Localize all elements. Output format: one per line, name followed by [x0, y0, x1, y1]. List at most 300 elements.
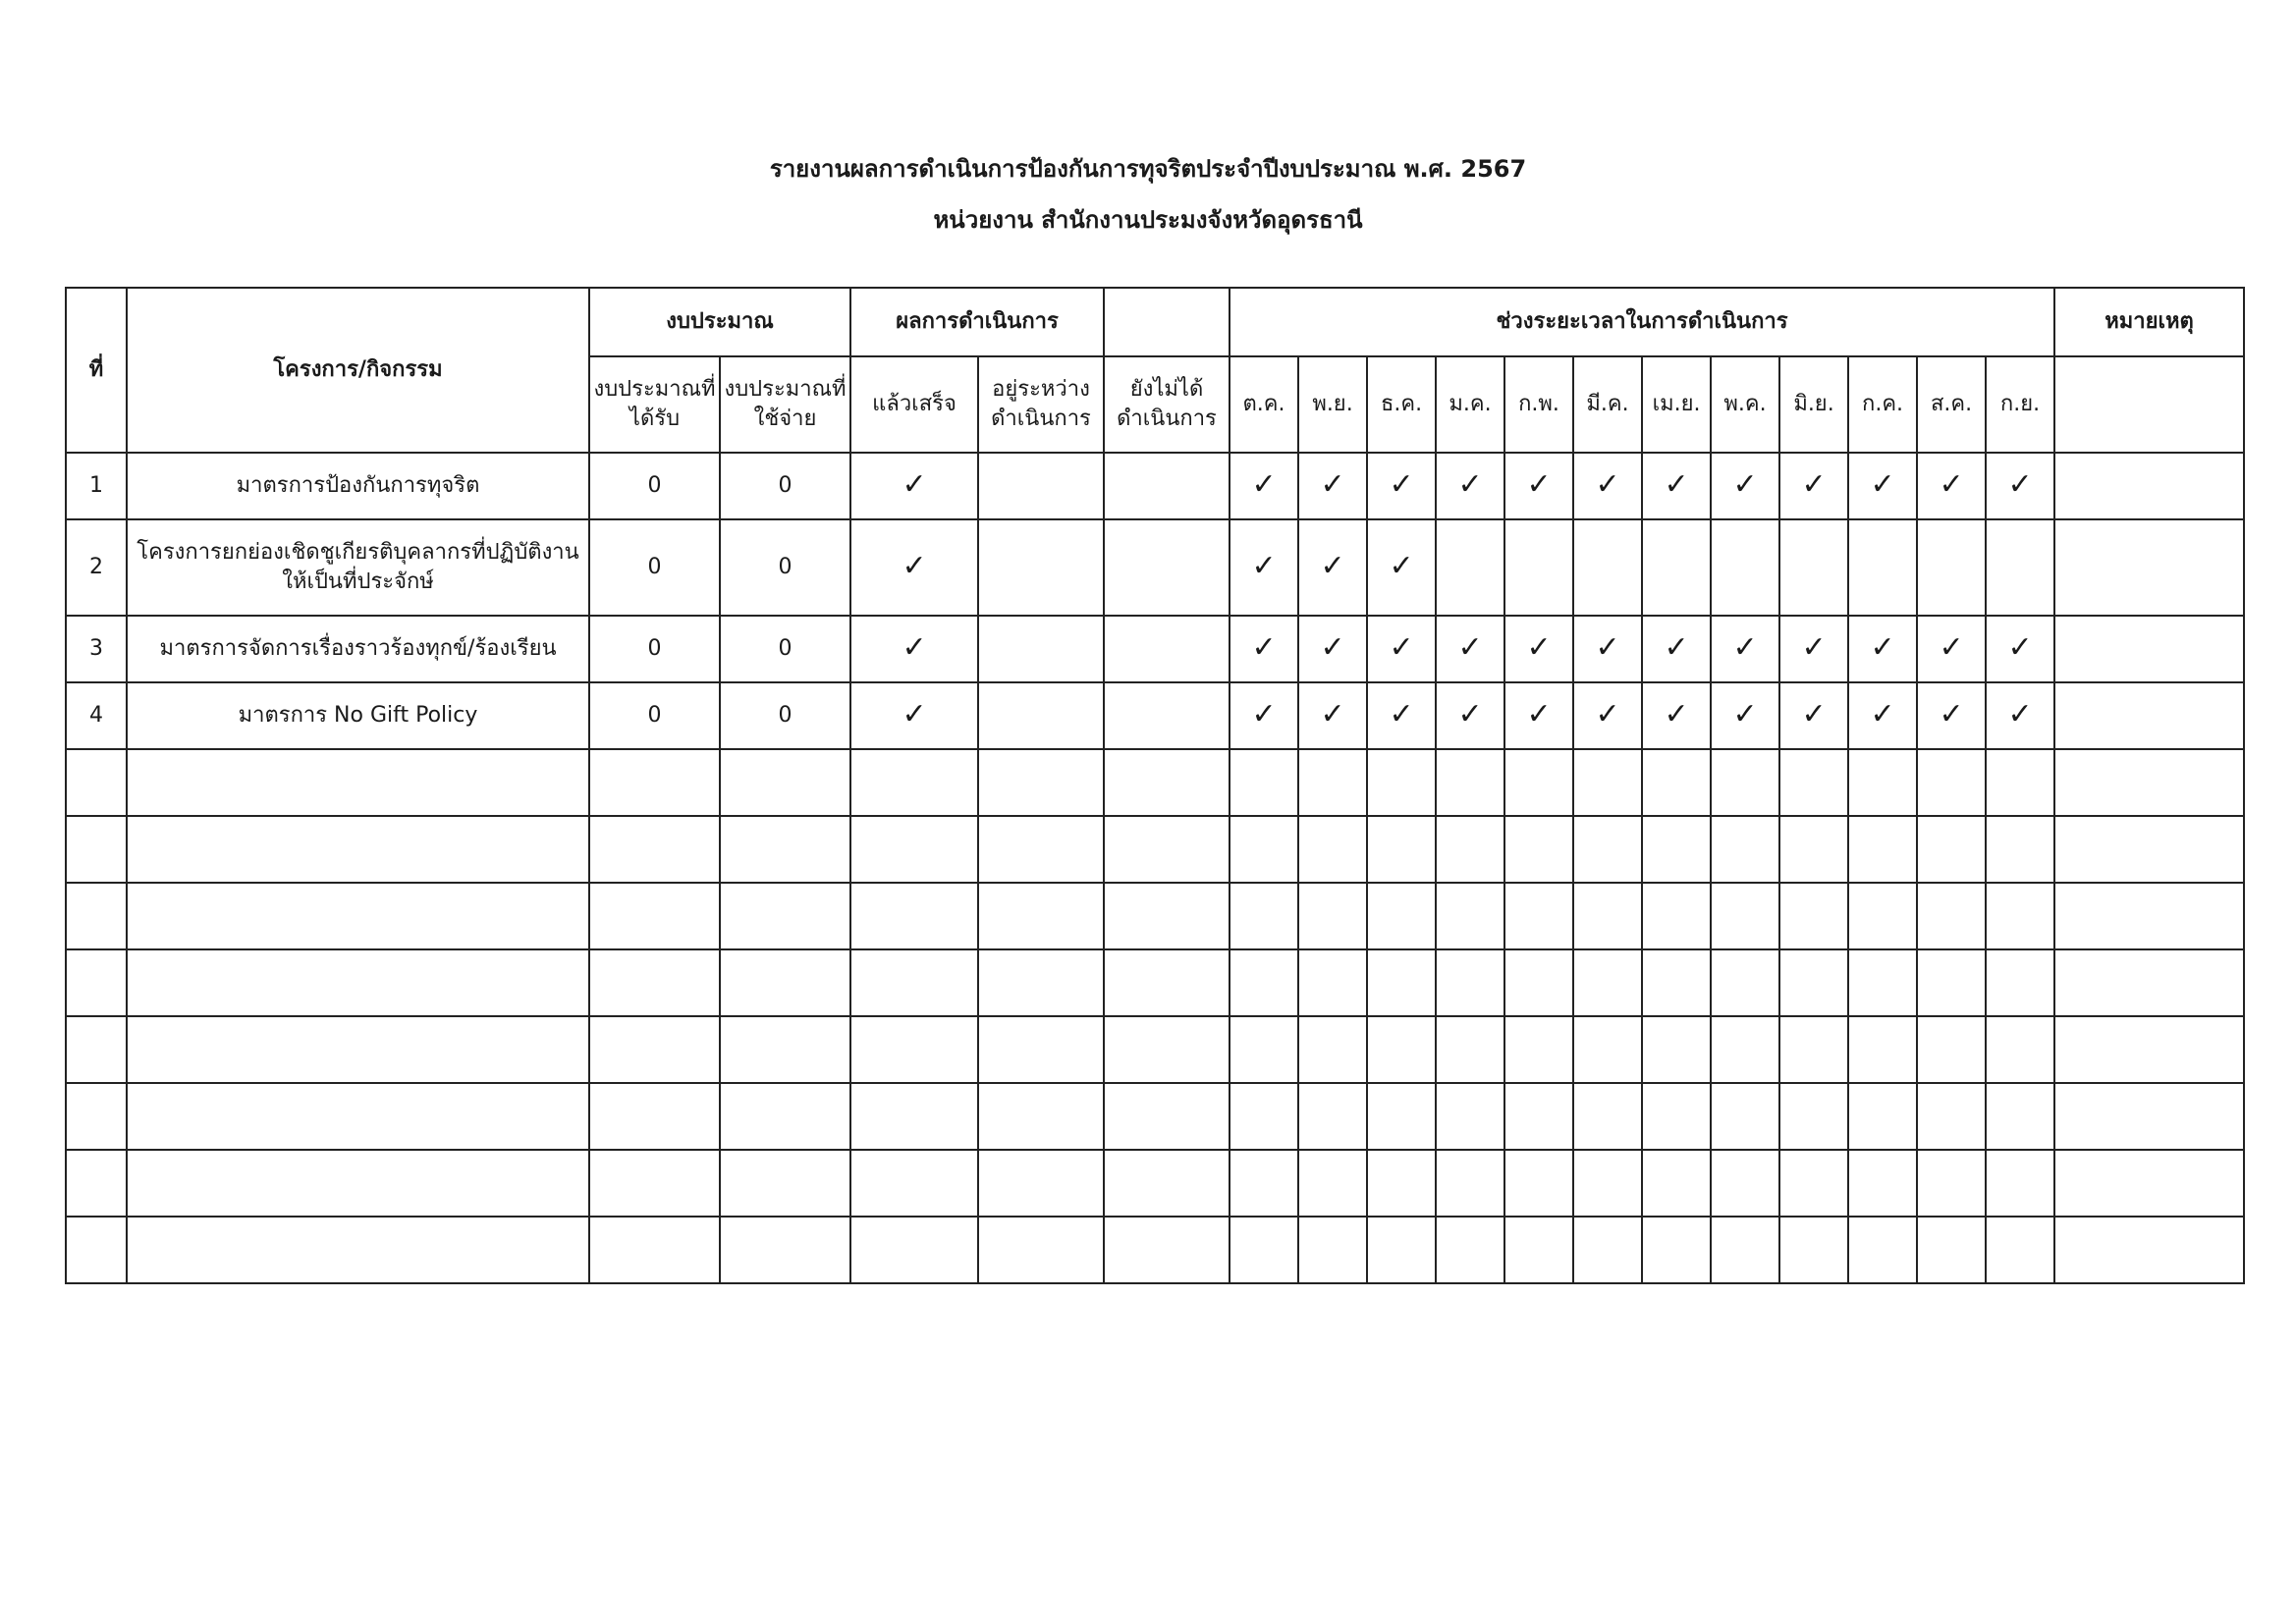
remark-cell: [2054, 616, 2244, 682]
status-not-started: [1104, 682, 1230, 749]
empty-cell: [978, 749, 1104, 816]
month-cell: [1848, 682, 1917, 749]
table-row: [66, 519, 2244, 616]
month-cell: [1986, 453, 2054, 519]
empty-cell: [850, 883, 978, 949]
header-month: มี.ค.: [1573, 356, 1642, 453]
month-cell: [1779, 519, 1848, 616]
empty-cell: [1986, 816, 2054, 883]
empty-cell: [1298, 883, 1367, 949]
status-in-progress: [978, 453, 1104, 519]
empty-cell: [978, 1083, 1104, 1150]
empty-cell: [1504, 1083, 1573, 1150]
empty-cell: [1367, 816, 1436, 883]
check-icon: ✓: [1251, 629, 1277, 665]
check-icon: ✓: [1320, 629, 1345, 665]
month-cell: [1367, 616, 1436, 682]
check-icon: ✓: [2007, 466, 2033, 502]
empty-cell: [1104, 1016, 1230, 1083]
empty-cell: [1711, 816, 1779, 883]
empty-cell: [1986, 949, 2054, 1016]
empty-cell: [1711, 1016, 1779, 1083]
empty-cell: [1436, 1016, 1504, 1083]
empty-cell: [978, 949, 1104, 1016]
header-result: ผลการดำเนินการ: [850, 288, 1104, 356]
empty-cell: [1298, 1016, 1367, 1083]
header-month: ต.ค.: [1230, 356, 1298, 453]
empty-cell: [1642, 883, 1711, 949]
empty-cell: [127, 1217, 589, 1283]
table-row: [66, 682, 2244, 749]
check-icon: ✓: [1457, 629, 1483, 665]
check-icon: ✓: [1389, 466, 1414, 502]
empty-cell: [1104, 883, 1230, 949]
empty-cell: [1779, 1150, 1848, 1217]
empty-cell: [1917, 1150, 1986, 1217]
empty-cell: [1230, 749, 1298, 816]
empty-cell: [1986, 1016, 2054, 1083]
check-icon: ✓: [1320, 548, 1345, 583]
empty-cell: [589, 949, 720, 1016]
month-cell: [1230, 453, 1298, 519]
empty-cell: [1848, 883, 1917, 949]
empty-cell: [1917, 1083, 1986, 1150]
empty-cell: [66, 749, 127, 816]
month-cell: [1642, 519, 1711, 616]
empty-cell: [1436, 1217, 1504, 1283]
empty-cell: [2054, 816, 2244, 883]
empty-cell: [1711, 1217, 1779, 1283]
empty-cell: [1779, 816, 1848, 883]
empty-cell: [1230, 949, 1298, 1016]
empty-cell: [1367, 1016, 1436, 1083]
status-done: [850, 682, 978, 749]
empty-cell: [589, 816, 720, 883]
check-icon: ✓: [1251, 466, 1277, 502]
empty-cell: [1298, 1150, 1367, 1217]
empty-cell: [850, 1083, 978, 1150]
row-number: 4: [66, 682, 127, 749]
empty-cell: [1298, 749, 1367, 816]
budget-received: 0: [589, 616, 720, 682]
empty-cell: [1367, 949, 1436, 1016]
header-month: ก.พ.: [1504, 356, 1573, 453]
check-icon: ✓: [1595, 696, 1620, 731]
empty-cell: [978, 1217, 1104, 1283]
empty-cell: [1298, 816, 1367, 883]
empty-cell: [2054, 1150, 2244, 1217]
month-cell: [1436, 616, 1504, 682]
empty-cell: [1642, 1217, 1711, 1283]
empty-cell: [1573, 1016, 1642, 1083]
header-result-blank: [1104, 288, 1230, 356]
month-cell: [1986, 519, 2054, 616]
month-cell: [1298, 682, 1367, 749]
header-remark: หมายเหตุ: [2054, 288, 2244, 356]
empty-cell: [850, 949, 978, 1016]
month-cell: [1779, 682, 1848, 749]
empty-cell: [127, 816, 589, 883]
table-row-empty: [66, 816, 2244, 883]
empty-cell: [978, 816, 1104, 883]
month-cell: [1917, 616, 1986, 682]
budget-received: 0: [589, 519, 720, 616]
remark-cell: [2054, 519, 2244, 616]
check-icon: ✓: [1664, 696, 1689, 731]
check-icon: ✓: [1320, 466, 1345, 502]
status-not-started: [1104, 519, 1230, 616]
check-icon: ✓: [1457, 466, 1483, 502]
check-icon: ✓: [1939, 466, 1964, 502]
empty-cell: [1104, 949, 1230, 1016]
month-cell: [1711, 519, 1779, 616]
empty-cell: [66, 949, 127, 1016]
status-done: [850, 616, 978, 682]
empty-cell: [1504, 1016, 1573, 1083]
table-row-empty: [66, 883, 2244, 949]
table-row-empty: [66, 1217, 2244, 1283]
empty-cell: [1230, 1016, 1298, 1083]
header-month: เม.ย.: [1642, 356, 1711, 453]
header-not-started: ยังไม่ได้ดำเนินการ: [1104, 356, 1230, 453]
empty-cell: [720, 816, 850, 883]
empty-cell: [850, 749, 978, 816]
empty-cell: [1848, 1016, 1917, 1083]
check-icon: ✓: [902, 548, 927, 583]
empty-cell: [589, 1016, 720, 1083]
month-cell: [1642, 682, 1711, 749]
check-icon: ✓: [2007, 696, 2033, 731]
empty-cell: [66, 883, 127, 949]
budget-received: 0: [589, 682, 720, 749]
check-icon: ✓: [1526, 696, 1552, 731]
header-done: แล้วเสร็จ: [850, 356, 978, 453]
empty-cell: [1367, 1083, 1436, 1150]
check-icon: ✓: [1664, 466, 1689, 502]
empty-cell: [1298, 1083, 1367, 1150]
check-icon: ✓: [1801, 696, 1827, 731]
header-remark-blank: [2054, 356, 2244, 453]
empty-cell: [127, 949, 589, 1016]
empty-cell: [720, 883, 850, 949]
check-icon: ✓: [1732, 696, 1758, 731]
status-not-started: [1104, 453, 1230, 519]
empty-cell: [1779, 949, 1848, 1016]
header-month: ก.ค.: [1848, 356, 1917, 453]
empty-cell: [1779, 1016, 1848, 1083]
header-month: พ.ค.: [1711, 356, 1779, 453]
empty-cell: [850, 1150, 978, 1217]
empty-cell: [850, 1016, 978, 1083]
empty-cell: [1573, 1150, 1642, 1217]
check-icon: ✓: [1320, 696, 1345, 731]
check-icon: ✓: [1664, 629, 1689, 665]
month-cell: [1917, 682, 1986, 749]
table-row-empty: [66, 1150, 2244, 1217]
empty-cell: [66, 1083, 127, 1150]
empty-cell: [720, 1217, 850, 1283]
header-in-progress: อยู่ระหว่างดำเนินการ: [978, 356, 1104, 453]
check-icon: ✓: [1389, 696, 1414, 731]
empty-cell: [1917, 883, 1986, 949]
empty-cell: [850, 1217, 978, 1283]
month-cell: [1504, 519, 1573, 616]
month-cell: [1711, 682, 1779, 749]
empty-cell: [720, 1150, 850, 1217]
month-cell: [1504, 453, 1573, 519]
check-icon: ✓: [1732, 466, 1758, 502]
empty-cell: [1917, 749, 1986, 816]
month-cell: [1367, 519, 1436, 616]
empty-cell: [1230, 1150, 1298, 1217]
empty-cell: [1504, 1150, 1573, 1217]
check-icon: ✓: [1870, 629, 1895, 665]
month-cell: [1917, 453, 1986, 519]
report-title: รายงานผลการดำเนินการป้องกันการทุจริตประจำปีงบประมาณ พ.ศ. 2567: [769, 155, 1527, 183]
empty-cell: [1917, 1217, 1986, 1283]
header-month: ส.ค.: [1917, 356, 1986, 453]
row-number: 2: [66, 519, 127, 616]
empty-cell: [1230, 816, 1298, 883]
month-cell: [1642, 616, 1711, 682]
header-month: ธ.ค.: [1367, 356, 1436, 453]
month-cell: [1298, 453, 1367, 519]
empty-cell: [720, 749, 850, 816]
table-row-empty: [66, 749, 2244, 816]
empty-cell: [1986, 883, 2054, 949]
empty-cell: [720, 1016, 850, 1083]
empty-cell: [1573, 816, 1642, 883]
empty-cell: [1848, 1217, 1917, 1283]
header-budget-spent: งบประมาณที่ใช้จ่าย: [720, 356, 850, 453]
header-budget-received: งบประมาณที่ได้รับ: [589, 356, 720, 453]
month-cell: [1986, 682, 2054, 749]
empty-cell: [589, 1083, 720, 1150]
empty-cell: [1504, 749, 1573, 816]
check-icon: ✓: [1939, 629, 1964, 665]
month-cell: [1230, 519, 1298, 616]
empty-cell: [1436, 1150, 1504, 1217]
empty-cell: [1711, 883, 1779, 949]
empty-cell: [2054, 1217, 2244, 1283]
status-in-progress: [978, 682, 1104, 749]
empty-cell: [1298, 1217, 1367, 1283]
empty-cell: [2054, 883, 2244, 949]
month-cell: [1298, 519, 1367, 616]
empty-cell: [1848, 1150, 1917, 1217]
project-name: โครงการยกย่องเชิดชูเกียรติบุคลากรที่ปฏิบัติงานให้เป็นที่ประจักษ์: [127, 519, 589, 616]
month-cell: [1848, 453, 1917, 519]
empty-cell: [127, 1150, 589, 1217]
check-icon: ✓: [1801, 466, 1827, 502]
empty-cell: [1104, 749, 1230, 816]
empty-cell: [1504, 816, 1573, 883]
month-cell: [1573, 453, 1642, 519]
empty-cell: [1986, 1083, 2054, 1150]
empty-cell: [1986, 1217, 2054, 1283]
remark-cell: [2054, 682, 2244, 749]
empty-cell: [1642, 1016, 1711, 1083]
budget-received: 0: [589, 453, 720, 519]
empty-cell: [1573, 1217, 1642, 1283]
empty-cell: [127, 1083, 589, 1150]
check-icon: ✓: [1870, 466, 1895, 502]
table-row: [66, 616, 2244, 682]
empty-cell: [1779, 883, 1848, 949]
header-month: ก.ย.: [1986, 356, 2054, 453]
empty-cell: [1848, 749, 1917, 816]
month-cell: [1436, 519, 1504, 616]
check-icon: ✓: [1595, 629, 1620, 665]
empty-cell: [1436, 949, 1504, 1016]
month-cell: [1436, 682, 1504, 749]
empty-cell: [1779, 1083, 1848, 1150]
check-icon: ✓: [1801, 629, 1827, 665]
month-cell: [1504, 682, 1573, 749]
empty-cell: [589, 1150, 720, 1217]
table-row-empty: [66, 1016, 2244, 1083]
empty-cell: [1436, 816, 1504, 883]
empty-cell: [1986, 749, 2054, 816]
empty-cell: [1573, 1083, 1642, 1150]
empty-cell: [127, 1016, 589, 1083]
header-month: ม.ค.: [1436, 356, 1504, 453]
status-done: [850, 453, 978, 519]
empty-cell: [127, 749, 589, 816]
empty-cell: [1711, 1083, 1779, 1150]
empty-cell: [589, 883, 720, 949]
month-cell: [1711, 616, 1779, 682]
budget-spent: 0: [720, 616, 850, 682]
check-icon: ✓: [2007, 629, 2033, 665]
check-icon: ✓: [902, 466, 927, 502]
empty-cell: [1367, 1217, 1436, 1283]
empty-cell: [720, 949, 850, 1016]
status-not-started: [1104, 616, 1230, 682]
empty-cell: [1642, 749, 1711, 816]
budget-spent: 0: [720, 682, 850, 749]
empty-cell: [1573, 749, 1642, 816]
empty-cell: [1917, 816, 1986, 883]
empty-cell: [1711, 1150, 1779, 1217]
empty-cell: [1367, 883, 1436, 949]
empty-cell: [1504, 883, 1573, 949]
month-cell: [1917, 519, 1986, 616]
check-icon: ✓: [1526, 629, 1552, 665]
empty-cell: [1104, 1217, 1230, 1283]
empty-cell: [1436, 1083, 1504, 1150]
empty-cell: [1104, 1150, 1230, 1217]
empty-cell: [1230, 883, 1298, 949]
check-icon: ✓: [1389, 629, 1414, 665]
empty-cell: [978, 883, 1104, 949]
row-number: 1: [66, 453, 127, 519]
agency-title: หน่วยงาน สำนักงานประมงจังหวัดอุดรธานี: [933, 206, 1363, 234]
status-done: [850, 519, 978, 616]
project-name: มาตรการจัดการเรื่องราวร้องทุกข์/ร้องเรียน: [127, 616, 589, 682]
month-cell: [1848, 519, 1917, 616]
empty-cell: [66, 1217, 127, 1283]
empty-cell: [1367, 1150, 1436, 1217]
empty-cell: [66, 1016, 127, 1083]
empty-cell: [127, 883, 589, 949]
empty-cell: [720, 1083, 850, 1150]
check-icon: ✓: [902, 629, 927, 665]
month-cell: [1779, 616, 1848, 682]
empty-cell: [2054, 1016, 2244, 1083]
month-cell: [1573, 616, 1642, 682]
empty-cell: [1986, 1150, 2054, 1217]
budget-spent: 0: [720, 453, 850, 519]
budget-spent: 0: [720, 519, 850, 616]
month-cell: [1573, 519, 1642, 616]
header-month: มิ.ย.: [1779, 356, 1848, 453]
table-row-empty: [66, 1083, 2244, 1150]
empty-cell: [1917, 1016, 1986, 1083]
header-budget: งบประมาณ: [589, 288, 850, 356]
project-name: มาตรการป้องกันการทุจริต: [127, 453, 589, 519]
month-cell: [1298, 616, 1367, 682]
empty-cell: [1298, 949, 1367, 1016]
month-cell: [1573, 682, 1642, 749]
empty-cell: [1573, 949, 1642, 1016]
month-cell: [1986, 616, 2054, 682]
empty-cell: [1104, 816, 1230, 883]
empty-cell: [1779, 749, 1848, 816]
empty-cell: [589, 749, 720, 816]
empty-cell: [1642, 1083, 1711, 1150]
empty-cell: [1642, 1150, 1711, 1217]
remark-cell: [2054, 453, 2244, 519]
empty-cell: [1642, 949, 1711, 1016]
empty-cell: [1104, 1083, 1230, 1150]
empty-cell: [2054, 1083, 2244, 1150]
table-row: [66, 453, 2244, 519]
empty-cell: [1504, 949, 1573, 1016]
empty-cell: [1848, 816, 1917, 883]
month-cell: [1230, 616, 1298, 682]
month-cell: [1848, 616, 1917, 682]
month-cell: [1367, 453, 1436, 519]
check-icon: ✓: [1457, 696, 1483, 731]
empty-cell: [1436, 749, 1504, 816]
header-month: พ.ย.: [1298, 356, 1367, 453]
month-cell: [1436, 453, 1504, 519]
empty-cell: [978, 1150, 1104, 1217]
empty-cell: [1367, 749, 1436, 816]
table-row-empty: [66, 949, 2244, 1016]
check-icon: ✓: [1251, 696, 1277, 731]
empty-cell: [1504, 1217, 1573, 1283]
status-in-progress: [978, 519, 1104, 616]
header-no: ที่: [66, 288, 127, 453]
month-cell: [1367, 682, 1436, 749]
check-icon: ✓: [1732, 629, 1758, 665]
empty-cell: [1230, 1083, 1298, 1150]
empty-cell: [978, 1016, 1104, 1083]
empty-cell: [2054, 749, 2244, 816]
empty-cell: [589, 1217, 720, 1283]
empty-cell: [1848, 1083, 1917, 1150]
empty-cell: [66, 816, 127, 883]
header-project: โครงการ/กิจกรรม: [127, 288, 589, 453]
empty-cell: [1711, 949, 1779, 1016]
empty-cell: [66, 1150, 127, 1217]
month-cell: [1779, 453, 1848, 519]
empty-cell: [1779, 1217, 1848, 1283]
empty-cell: [1642, 816, 1711, 883]
empty-cell: [850, 816, 978, 883]
